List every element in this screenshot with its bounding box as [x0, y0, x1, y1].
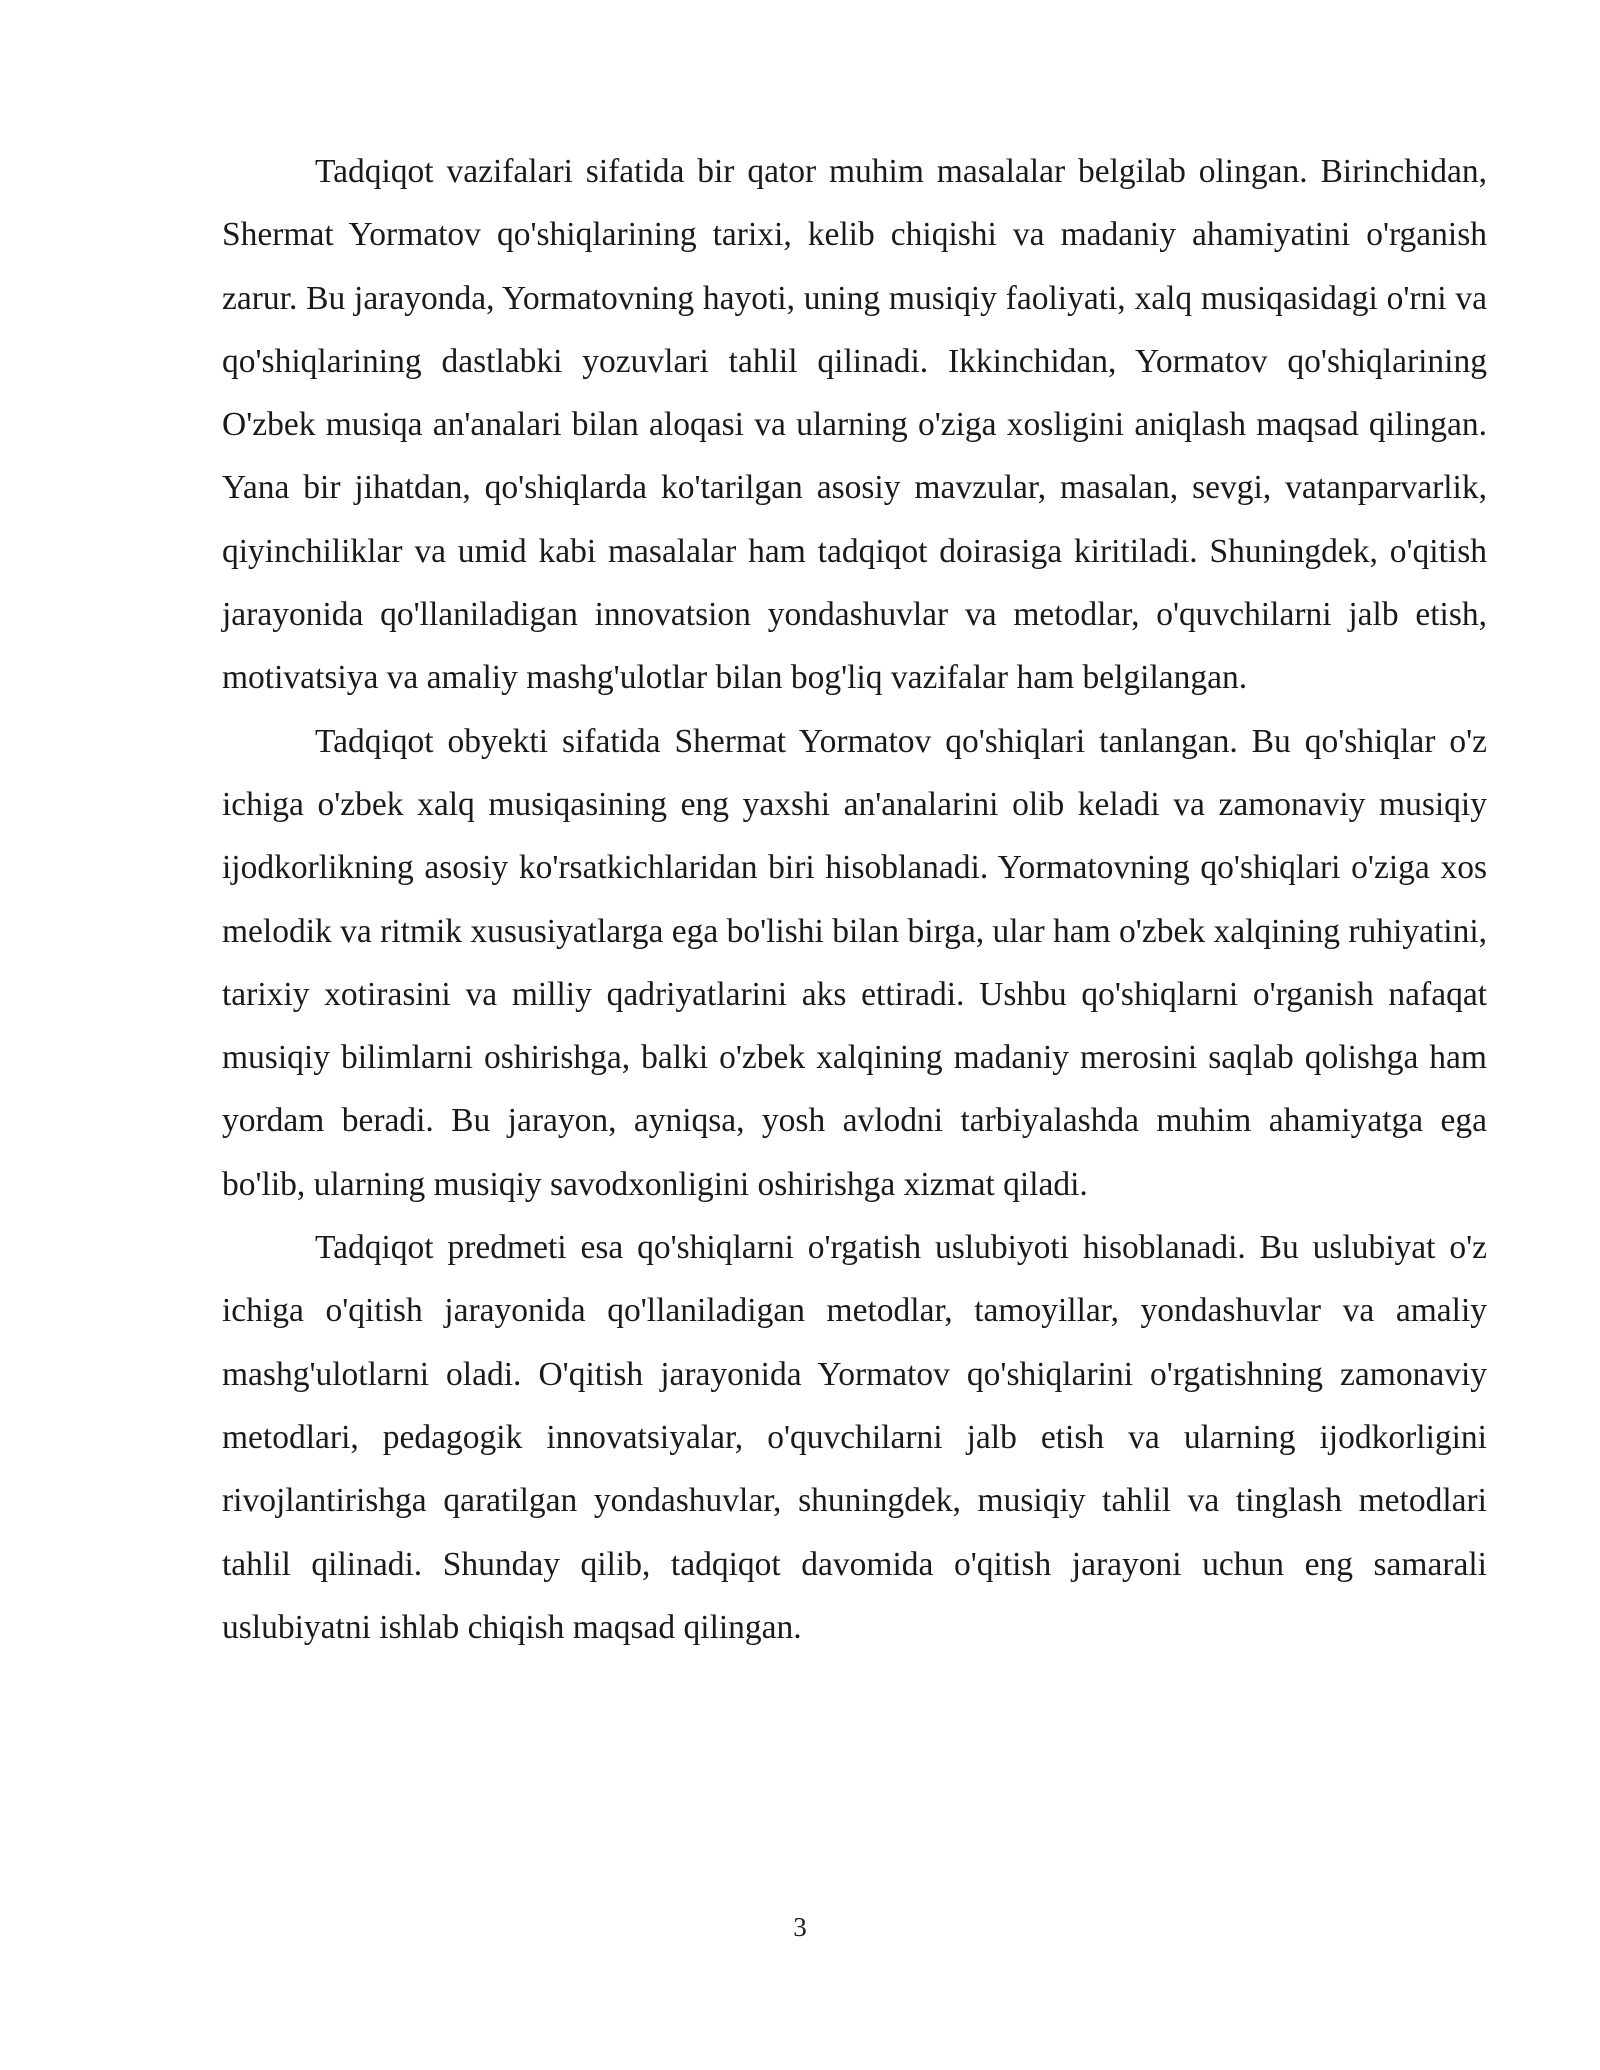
paragraph-object: Tadqiqot obyekti sifatida Shermat Yormatov qo'shiqlari tanlangan. Bu qo'shiqlar o'z ichiga o'zbek xalq musiqasining eng yaxshi an'analarini olib keladi va zamonaviy musiqiy ijodkorlikning asosiy ko'rsatkichlaridan biri hisoblanadi. Yormatovning qo'shiqlari o'ziga xos melodik va ritmik xususiyatlarga ega bo'lishi bilan birga, ular ham o'zbek xalqining ruhiyatini, tarixiy xotirasini va milliy qadriyatlarini aks ettiradi. Ushbu qo'shiqlarni o'rganish nafaqat musiqiy bilimlarni oshirishga, balki o'zbek xalqining madaniy merosini saqlab qolishga ham yordam beradi. Bu jarayon, ayniqsa, yosh avlodni tarbiyalashda muhim ahamiyatga ega bo'lib, ularning musiqiy savodxonligini oshirishga xizmat qiladi. [222, 722, 1487, 1203]
paragraph-subject: Tadqiqot predmeti esa qo'shiqlarni o'rgatish uslubiyoti hisoblanadi. Bu uslubiyat o'z ichiga o'qitish jarayonida qo'llaniladigan metodlar, tamoyillar, yondashuvlar va amaliy mashg'ulotlarni oladi. O'qitish jarayonida Yormatov qo'shiqlarini o'rgatishning zamonaviy metodlari, pedagogik innovatsiyalar, o'quvchilarni jalb etish va ularning ijodkorligini rivojlantirishga qaratilgan yondashuvlar, shuningdek, musiqiy tahlil va tinglash metodlari tahlil qilinadi. Shunday qilib, tadqiqot davomida o'qitish jarayoni uchun eng samarali uslubiyatni ishlab chiqish maqsad qilingan. [222, 1229, 1487, 1646]
paragraph-tasks: Tadqiqot vazifalari sifatida bir qator muhim masalalar belgilab olingan. Birinchidan, Shermat Yormatov qo'shiqlarining tarixi, kelib chiqishi va madaniy ahamiyatini o'rganish zarur. Bu jarayonda, Yormatovning hayoti, uning musiqiy faoliyati, xalq musiqasidagi o'rni va qo'shiqlarining dastlabki yozuvlari tahlil qilinadi. Ikkinchidan, Yormatov qo'shiqlarining O'zbek musiqa an'analari bilan aloqasi va ularning o'ziga xosligini aniqlash maqsad qilingan. Yana bir jihatdan, qo'shiqlarda ko'tarilgan asosiy mavzular, masalan, sevgi, vatanparvarlik, qiyinchiliklar va umid kabi masalalar ham tadqiqot doirasiga kiritiladi. Shuningdek, o'qitish jarayonida qo'llaniladigan innovatsion yondashuvlar va metodlar, o'quvchilarni jalb etish, motivatsiya va amaliy mashg'ulotlar bilan bog'liq vazifalar ham belgilangan. [222, 153, 1487, 697]
page-number: 3 [793, 1912, 807, 1942]
body-text [222, 140, 1487, 1659]
